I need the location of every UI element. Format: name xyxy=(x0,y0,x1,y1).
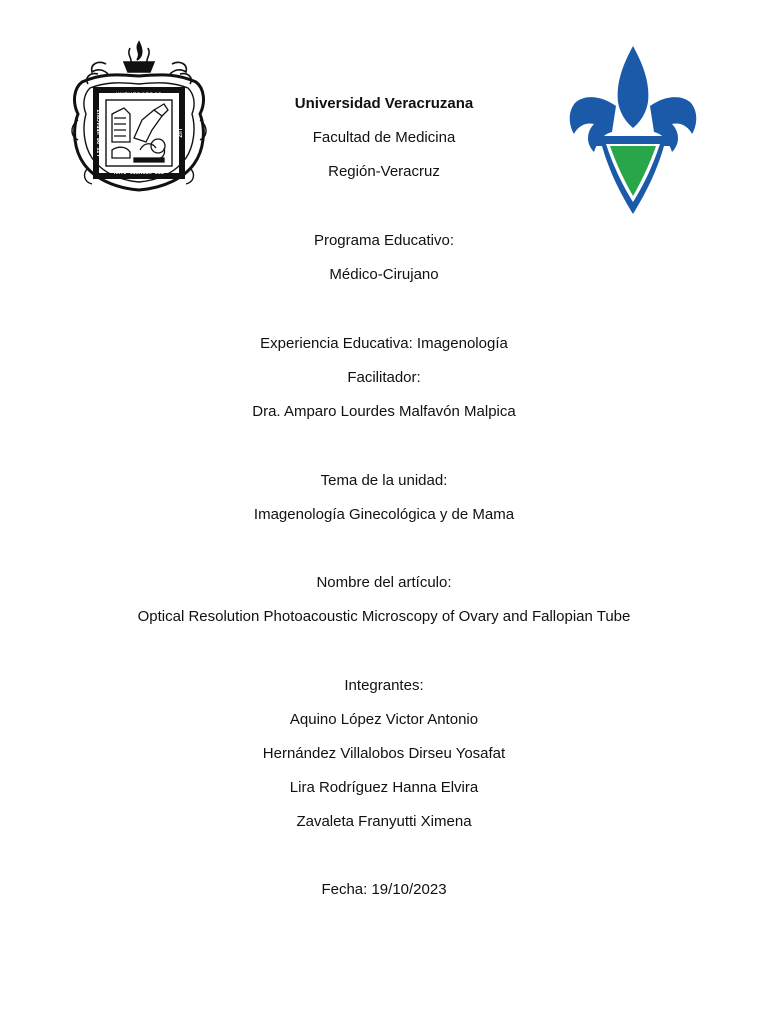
faculty-name: Facultad de Medicina xyxy=(312,129,456,146)
date-line: Fecha: 19/10/2023 xyxy=(321,881,447,898)
svg-text:UNIVERSIDAD: UNIVERSIDAD xyxy=(115,91,163,99)
article-label: Nombre del artículo: xyxy=(316,574,452,591)
program-label: Programa Educativo: xyxy=(313,232,455,249)
unit-value: Imagenología Ginecológica y de Mama xyxy=(253,506,515,523)
svg-text:LUZ: LUZ xyxy=(176,128,182,138)
member-name: Lira Rodríguez Hanna Elvira xyxy=(289,779,479,796)
region-name: Región-Veracruz xyxy=(328,163,440,180)
facilitator-label: Facilitador: xyxy=(347,369,421,386)
article-title: Optical Resolution Photoacoustic Microscopy of Ovary and Fallopian Tube xyxy=(137,608,631,625)
member-name: Zavaleta Franyutti Ximena xyxy=(296,813,472,830)
svg-text:ARTE CIENCIA LUZ: ARTE CIENCIA LUZ xyxy=(114,170,164,176)
facilitator-name: Dra. Amparo Lourdes Malfavón Malpica xyxy=(252,403,516,420)
unit-label: Tema de la unidad: xyxy=(320,472,448,489)
svg-text:LIS DE VERACRUZ: LIS DE VERACRUZ xyxy=(97,109,103,157)
program-value: Médico-Cirujano xyxy=(329,266,439,283)
university-name: Universidad Veracruzana xyxy=(294,95,474,112)
member-name: Hernández Villalobos Dirseu Yosafat xyxy=(262,745,506,762)
members-label: Integrantes: xyxy=(344,677,424,694)
member-name: Aquino López Victor Antonio xyxy=(289,711,479,728)
course-experience: Experiencia Educativa: Imagenología xyxy=(260,335,508,352)
